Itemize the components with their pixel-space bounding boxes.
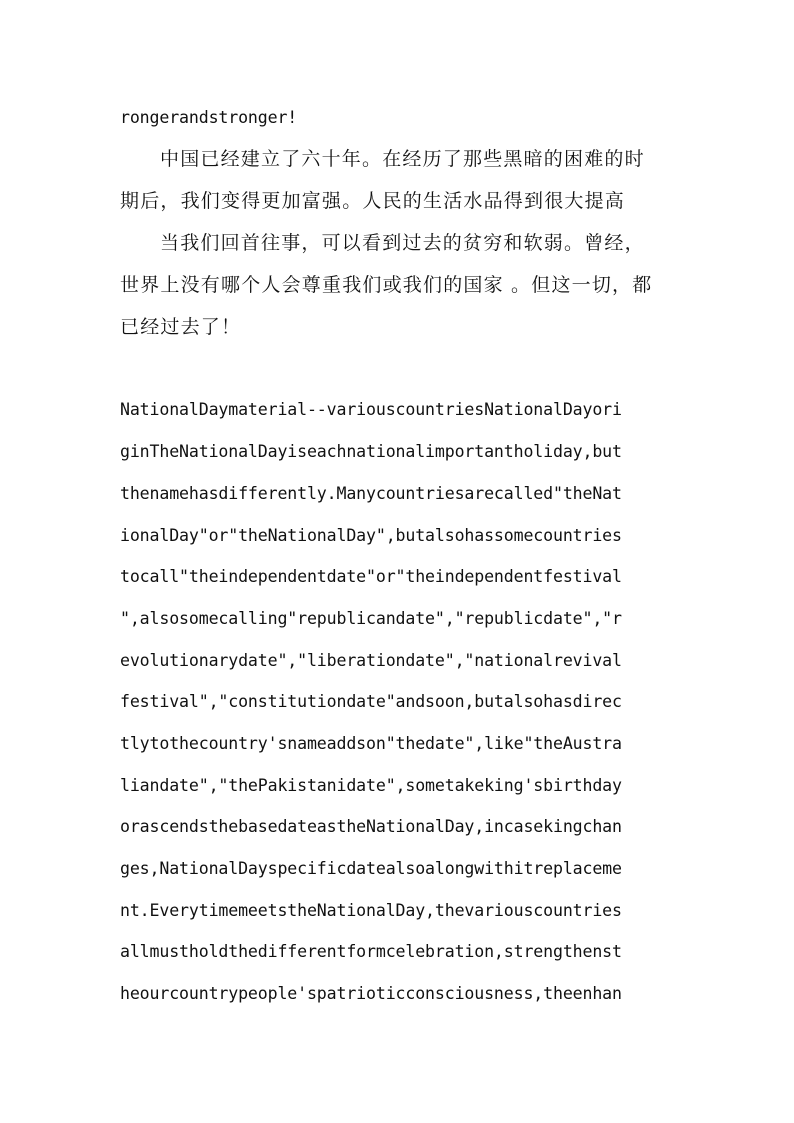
english-line: festival","constitutiondate"andsoon,butalsohasdirec (120, 692, 622, 711)
english-line: ginTheNationalDayiseachnationalimportantholiday,but (120, 442, 622, 461)
english-line: allmustholdthedifferentformcelebration,strengthenst (120, 942, 622, 961)
english-line: NationalDaymaterial--variouscountriesNationalDayori (120, 400, 622, 419)
chinese-paragraph-2-line-1: 当我们回首往事，可以看到过去的贫穷和软弱。曾经， (160, 232, 645, 254)
english-line: thenamehasdifferently.Manycountriesarecalled"theNat (120, 484, 622, 503)
english-line: ",alsosomecalling"republicandate","republicdate","r (120, 609, 622, 628)
english-line: evolutionarydate","liberationdate","nationalrevival (120, 651, 622, 670)
english-line: tlytothecountry'snameaddson"thedate",like"theAustra (120, 734, 622, 753)
english-line: nt.EverytimemeetstheNationalDay,thevariouscountries (120, 901, 622, 920)
chinese-paragraph-1-line-1: 中国已经建立了六十年。在经历了那些黑暗的困难的时 (160, 148, 645, 170)
english-line: heourcountrypeople'spatrioticconsciousness,theenhan (120, 984, 622, 1003)
english-line: orascendsthebasedateastheNationalDay,incasekingchan (120, 817, 622, 836)
chinese-paragraph-2-line-3: 已经过去了！ (120, 316, 242, 338)
english-line: ionalDay"or"theNationalDay",butalsohassomecountries (120, 526, 622, 545)
english-line: ges,NationalDayspecificdatealsoalongwithitreplaceme (120, 859, 622, 878)
chinese-paragraph-1-line-2: 期后，我们变得更加富强。人民的生活水品得到很大提高 (120, 190, 626, 212)
text-line-continuation: rongerandstronger! (120, 108, 298, 127)
english-line: tocall"theindependentdate"or"theindependentfestival (120, 567, 622, 586)
english-line: liandate","thePakistanidate",sometakeking'sbirthday (120, 776, 622, 795)
chinese-paragraph-2-line-2: 世界上没有哪个人会尊重我们或我们的国家 。但这一切，都 (120, 274, 653, 296)
